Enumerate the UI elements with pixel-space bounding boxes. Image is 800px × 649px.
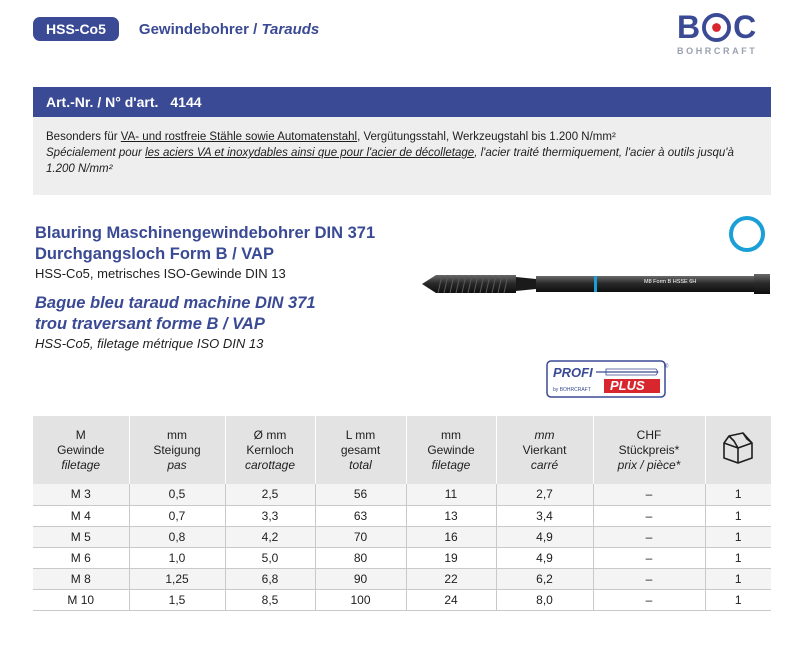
tool-engraving-2: M8 Form B HSSE 6H xyxy=(644,279,697,285)
profi-plus-logo xyxy=(546,360,672,400)
spec-table xyxy=(33,416,771,611)
category-title-fr: Tarauds xyxy=(261,20,320,38)
bohrcraft-logo xyxy=(677,10,773,60)
profi-word: PROFI xyxy=(553,365,593,380)
category-title xyxy=(139,21,319,38)
col-header-price: CHF Stückpreis* prix / pièce* xyxy=(593,416,705,484)
title-separator: / xyxy=(248,20,262,38)
description-fr-pre: Spécialement pour xyxy=(46,147,146,159)
material-badge: HSS-Co5 xyxy=(33,17,119,41)
logo-target-icon xyxy=(702,13,731,42)
col-header-square: mm Vierkant carré xyxy=(496,416,593,484)
table-row: M 3 0,5 2,5 56 11 2,7 – 1 xyxy=(33,484,771,505)
product-title-fr-2: trou traversant forme B / VAP xyxy=(35,315,265,333)
description-fr-post: , l'acier traité thermiquement, l'acier à outils jusqu'à 1.200 N/mm² xyxy=(46,147,734,175)
article-number: 4144 xyxy=(170,94,202,110)
logo-letter-c: C xyxy=(733,9,757,45)
plus-word: PLUS xyxy=(610,378,645,393)
product-info xyxy=(35,223,375,353)
product-subtitle-fr: HSS-Co5, filetage métrique ISO DIN 13 xyxy=(35,336,264,351)
page-header xyxy=(33,16,319,42)
description-de xyxy=(46,129,758,145)
description-fr xyxy=(46,145,758,177)
table-row: M 5 0,8 4,2 70 16 4,9 – 1 xyxy=(33,526,771,547)
product-title-de-1: Blauring Maschinengewindebohrer DIN 371 xyxy=(35,224,376,242)
tool-engraving-1: BOHRCRAFT xyxy=(644,270,679,276)
col-header-pitch: mm Steigung pas xyxy=(129,416,225,484)
table-row: M 4 0,7 3,3 63 13 3,4 – 1 xyxy=(33,505,771,526)
table-row: M 10 1,5 8,5 100 24 8,0 – 1 xyxy=(33,589,771,610)
table-row: M 8 1,25 6,8 90 22 6,2 – 1 xyxy=(33,568,771,589)
description-de-post: , Vergütungsstahl, Werkzeugstahl bis 1.200 N/mm² xyxy=(357,131,616,143)
category-title-de: Gewindebohrer xyxy=(138,20,249,38)
blue-ring-icon xyxy=(727,214,767,254)
description-de-pre: Besonders für xyxy=(46,131,121,143)
article-number-bar xyxy=(33,87,771,117)
col-header-package xyxy=(705,416,771,484)
profi-maker: by BOHRCRAFT xyxy=(553,387,591,393)
product-title-de-2: Durchgangsloch Form B / VAP xyxy=(35,245,274,263)
logo-subtitle: BOHRCRAFT xyxy=(677,46,758,56)
col-header-total-length: L mm gesamt total xyxy=(315,416,406,484)
col-header-thread-length: mm Gewinde filetage xyxy=(406,416,496,484)
logo-letter-b: B xyxy=(677,9,701,45)
description-fr-highlight: les aciers VA et inoxydables ainsi que pour l'acier de décolletage xyxy=(145,147,475,159)
package-icon xyxy=(720,430,756,466)
product-subtitle-de: HSS-Co5, metrisches ISO-Gewinde DIN 13 xyxy=(35,266,286,281)
description-box xyxy=(33,117,771,195)
col-header-core-hole: Ø mm Kernloch carottage xyxy=(225,416,315,484)
col-header-thread: M Gewinde filetage xyxy=(33,416,129,484)
product-title-fr-1: Bague bleu taraud machine DIN 371 xyxy=(35,294,316,312)
description-de-highlight: VA- und rostfreie Stähle sowie Automatenstahl xyxy=(120,131,358,143)
table-row: M 6 1,0 5,0 80 19 4,9 – 1 xyxy=(33,547,771,568)
tap-tool-image xyxy=(420,262,772,312)
registered-mark: ® xyxy=(664,364,669,370)
table-header-row xyxy=(33,416,771,484)
article-label: Art.-Nr. / N° d'art. xyxy=(46,94,159,110)
